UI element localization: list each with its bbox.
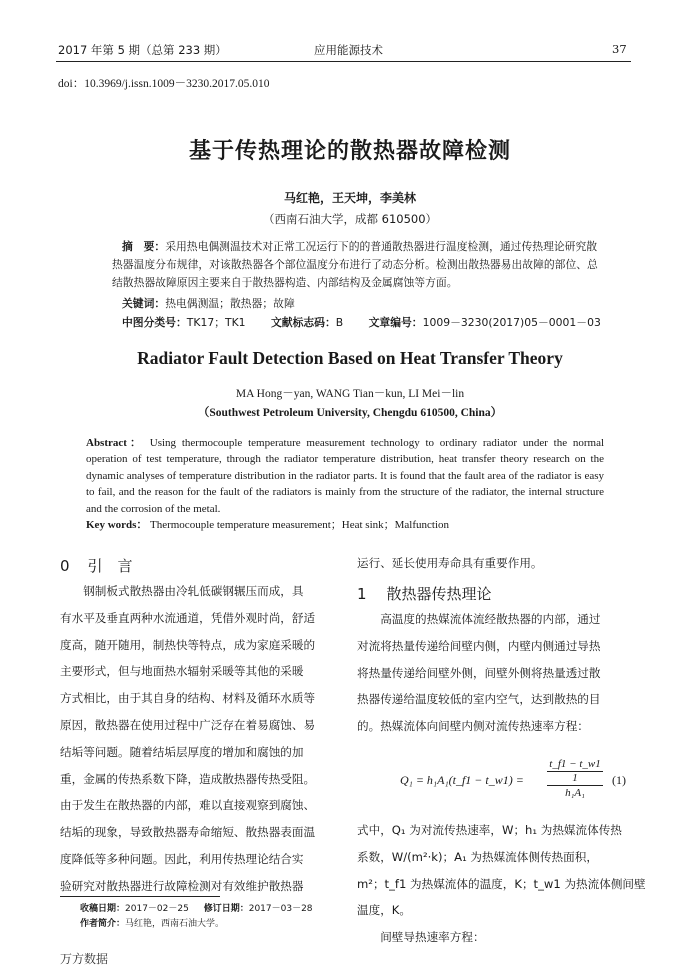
journal-name: 应用能源技术 [314, 43, 383, 57]
body-line: m²；t_f1 为热媒流体的温度，K；t_w1 为热流体侧间壁 [357, 876, 646, 891]
revised-date: 2017－03－28 [248, 904, 313, 914]
received-date: 2017－02－25 [125, 904, 189, 914]
section-0-heading [60, 555, 133, 576]
section-0-number: 0 [60, 557, 70, 575]
keywords-en-text: Thermocouple temperature measurement；Heat sink；Malfunction [149, 519, 450, 532]
abstract-cn-label: 摘 要： [122, 240, 166, 253]
article-no-value: 1009－3230(2017)05－0001－03 [422, 316, 601, 329]
body-line: 原因，散热器在使用过程中广泛存在着易腐蚀、易 [60, 717, 316, 732]
body-line: 式中，Q₁ 为对流传热速率，W；h₁ 为热媒流体传热 [357, 823, 622, 837]
footnote-dates [80, 902, 350, 917]
header-rule [56, 61, 631, 62]
authors-en: MA Hong－yan, WANG Tian－kun, LI Mei－lin [235, 388, 465, 400]
body-line: 度高，随开随用，制热快等特点，成为家庭采暖的 [60, 637, 316, 652]
right-col-continuation: 运行、延长使用寿命具有重要作用。 [357, 556, 543, 570]
equation-denominator-one: 1 [572, 772, 578, 784]
article-no-label: 文章编号： [368, 316, 423, 329]
section-1-heading [357, 583, 492, 604]
doi: doi：10.3969/j.issn.1009－3230.2017.05.010 [58, 78, 270, 90]
body-line: 的。热媒流体向间壁内侧对流传热速率方程： [357, 719, 589, 734]
equation-numerator: t_f1 − t_w1 [547, 758, 603, 772]
equation-denominator-two: h₁A₁ [547, 785, 603, 800]
body-line: 对流将热量传递给间壁内侧，内壁内侧通过导热 [357, 638, 601, 653]
watermark: 万方数据 [60, 952, 109, 966]
doc-code-label: 文献标志码： [270, 316, 336, 329]
footnote [80, 902, 350, 932]
body-line: 重，金属的传热系数下降，造成散热器传热受阻。 [60, 771, 316, 786]
section-1-title: 散热器传热理论 [386, 585, 492, 603]
section-1-body [357, 606, 647, 740]
body-line: 将热量传递给间壁外侧，间壁外侧将热量透过散 [357, 665, 601, 680]
affiliation-cn: （西南石油大学，成都 610500） [262, 212, 438, 226]
equation-number: (1) [612, 773, 626, 787]
body-line: 热器传递给温度较低的室内空气，达到散热的目 [357, 692, 601, 707]
equation-fraction [547, 758, 603, 800]
body-line: 温度，K。 [357, 903, 411, 918]
abstract-en [86, 435, 604, 533]
body-line: 间壁导热速率方程： [357, 930, 485, 945]
revised-label: 修订日期： [203, 904, 249, 914]
abstract-en-label: Abstract： [86, 437, 144, 449]
page-number: 37 [612, 42, 627, 56]
body-line: 度降低等多种问题。因此，利用传热理论结合实 [60, 851, 304, 866]
keywords-cn-label: 关键词： [122, 297, 166, 310]
section-1-number: 1 [357, 585, 367, 603]
keywords-cn-text: 热电偶测温；散热器；故障 [165, 297, 295, 310]
body-line: 有水平及垂直两种水流通道，凭借外观时尚，舒适 [60, 610, 316, 625]
issue-info: 2017 年第 5 期（总第 233 期） [58, 43, 227, 57]
body-line: 结垢等问题。随着结垢层厚度的增加和腐蚀的加 [60, 744, 304, 759]
body-line: 由于发生在散热器的内部，难以直接观察到腐蚀、 [60, 798, 316, 813]
body-line: 验研究对散热器进行故障检测对有效维护散热器 [60, 878, 304, 893]
body-line: 系数，W/(m²·k)；A₁ 为热媒流体侧传热面积， [357, 849, 598, 864]
keywords-cn [112, 295, 604, 313]
equation-explanation [357, 817, 647, 951]
footnote-author [80, 917, 350, 932]
author-bio: 马红艳，西南石油大学。 [125, 919, 225, 929]
body-line: 高温度的热媒流体流经散热器的内部，通过 [357, 612, 601, 626]
paper-title-cn: 基于传热理论的散热器故障检测 [188, 139, 511, 164]
paper-title-en: Radiator Fault Detection Based on Heat Transfer Theory [137, 348, 563, 368]
received-label: 收稿日期： [80, 904, 126, 914]
section-0-title: 引 言 [87, 557, 133, 575]
doc-code-value: B [335, 316, 344, 329]
abstract-cn-text: 采用热电偶测温技术对正常工况运行下的的普通散热器进行温度检测，通过传热理论研究散热器温度分布规律，对该散热器各个部位温度分布进行了动态分析。检测出散热器易出故障的部位、总结散热器故障原因主要来自于散热器构造、内部结构及金属腐蚀等方面。 [112, 240, 598, 289]
author-bio-label: 作者简介： [80, 919, 126, 929]
abstract-en-text: Using thermocouple temperature measurement technology to ordinary radiator under the normal operation of test temperature, through the radiator temperature distribution, heat transfer theory research on the dynamic analyses of temperature distribution in the radiator parts. It is found that the fault area of the radiator is easy to fail, and the reason for the fault of the radiators is mainly from the structure of the radiator, the internal structure and the corrosion of the metal. [86, 437, 605, 515]
classification-line [112, 314, 612, 332]
abstract-cn [112, 238, 604, 292]
equation-lhs: Q₁ = h₁A₁(t_f1 − t_w1) = [400, 773, 524, 787]
body-line: 结垢的现象，导致散热器寿命缩短、散热器表面温 [60, 825, 316, 840]
authors-cn: 马红艳，王天坤，李美林 [283, 191, 416, 205]
class-label: 中图分类号： [122, 316, 187, 329]
class-value: TK17；TK1 [186, 316, 246, 329]
keywords-en-label: Key words： [86, 519, 148, 532]
body-line: 钢制板式散热器由冷轧低碳钢辗压而成，具 [60, 584, 304, 598]
body-line: 方式相比，由于其自身的结构、材料及循环水质等 [60, 691, 316, 706]
affiliation-en: （Southwest Petroleum University, Chengdu 610500, China） [197, 407, 503, 419]
footnote-rule [60, 896, 220, 897]
body-line: 主要形式，但与地面热水辐射采暖等其他的采暖 [60, 664, 304, 679]
section-0-body [60, 578, 350, 900]
